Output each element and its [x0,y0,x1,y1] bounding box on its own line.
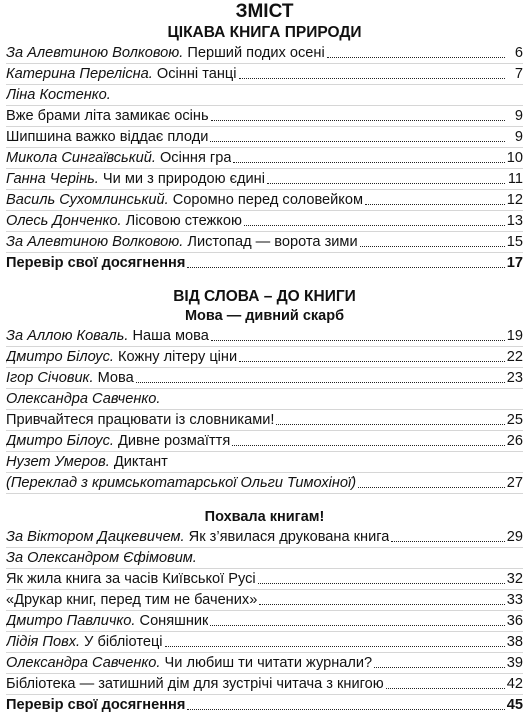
entry-author: Дмитро Білоус. [6,349,114,365]
entry-text [6,148,231,168]
entry-text [6,632,163,652]
section-subheading: Похвала книгам! [204,509,325,525]
page-number: 17 [506,255,523,271]
leader-dots [210,140,505,142]
entry-title: Бібліотека — затишний дім для зустрічі читача з книгою [6,676,384,692]
entry-author: Лідія Повх. [6,634,81,650]
leader-dots [211,119,505,121]
entry-text [6,548,197,568]
leader-dots [211,339,505,341]
toc-entry [6,569,523,590]
entry-title: Вже брами літа замикає осінь [6,108,209,124]
page-number: 15 [506,234,523,250]
toc-entry [6,674,523,695]
section-heading: ВІД СЛОВА – ДО КНИГИ [173,288,356,305]
leader-dots [187,266,504,268]
entry-text [6,127,208,147]
toc-entry [6,211,523,232]
entry-title: Осінні танці [152,66,237,82]
entry-text [6,527,389,547]
entry-author: Василь Сухомлинський. [6,192,169,208]
entry-author: За Алевтиною Волковою. [6,234,184,250]
toc-entry [6,326,523,347]
toc-entry [6,253,523,273]
page-number: 9 [514,129,523,145]
toc-entry [6,169,523,190]
section-nature [0,23,529,273]
entry-title: Привчайтеся працювати із словниками! [6,412,275,428]
page-number: 39 [506,655,523,671]
entry-text [6,85,111,105]
entry-title: Перший подих осені [183,45,325,61]
entry-author: Нузет Умеров. [6,454,110,470]
leader-dots [136,381,505,383]
entry-text [6,232,358,252]
page-number: 9 [514,108,523,124]
entry-text [6,169,265,189]
section-heading: ЦІКАВА КНИГА ПРИРОДИ [167,24,362,41]
leader-dots [187,708,504,710]
entry-text [6,347,237,367]
toc-entry [6,452,523,473]
entry-title: Соромно перед соловейком [168,192,364,208]
page-number: 33 [506,592,523,608]
leader-dots [232,444,505,446]
leader-dots [258,582,505,584]
page-number: 11 [507,171,523,187]
entry-title: Чи любиш ти читати журнали? [160,655,373,671]
entry-author: Ганна Черінь. [6,171,99,187]
leader-dots [374,666,505,668]
entry-author: За Аллою Коваль. [6,328,129,344]
entry-title: У бібліотеці [80,634,163,650]
entry-author: Олександра Савченко. [6,655,161,671]
entry-text [6,64,237,84]
toc-entry [6,590,523,611]
toc-entry [6,653,523,674]
page-number: 29 [506,529,523,545]
page-number: 38 [506,634,523,650]
entry-title: Наша мова [128,328,209,344]
entry-text [6,431,230,451]
toc-entry [6,106,523,127]
entry-text [6,590,257,610]
toc-entry [6,410,523,431]
page-number: 25 [506,412,523,428]
entry-title: Мова [93,370,134,386]
entry-text [6,368,134,388]
entry-title: Осіння гра [155,150,232,166]
toc-entry [6,64,523,85]
leader-dots [239,77,505,79]
entry-title: Лісовою стежкою [121,213,242,229]
entry-text [6,611,208,631]
leader-dots [244,224,505,226]
toc-entry [6,431,523,452]
leader-dots [365,203,505,205]
entry-list [0,43,529,273]
leader-dots [276,423,504,425]
entry-author: Микола Сингаївський. [6,150,156,166]
leader-dots [327,56,505,58]
entry-author: Катерина Перелісна. [6,66,153,82]
entry-text [6,106,209,126]
leader-dots [165,645,505,647]
entry-text [6,253,185,273]
entry-text [6,211,242,231]
page-number: 12 [506,192,523,208]
entry-author: Дмитро Павличко. [6,613,136,629]
entry-title: Соняшник [135,613,209,629]
entry-text [6,43,325,63]
section-word-to-book [0,287,529,494]
entry-title: Кожну літеру ціни [113,349,238,365]
entry-author: Дмитро Білоус. [6,433,114,449]
toc-entry [6,389,523,410]
toc-entry [6,148,523,169]
entry-text [6,674,384,694]
entry-text [6,410,274,430]
entry-list [0,527,529,715]
page-number: 26 [506,433,523,449]
entry-list [0,326,529,494]
toc-entry [6,548,523,569]
toc-entry [6,632,523,653]
leader-dots [233,161,504,163]
leader-dots [259,603,504,605]
entry-text [6,569,256,589]
entry-title: Листопад — ворота зими [183,234,358,250]
entry-author: Ліна Костенко. [6,87,111,103]
leader-dots [267,182,505,184]
page-number: 32 [506,571,523,587]
leader-dots [386,687,505,689]
entry-text [6,389,160,409]
page-number: 27 [506,475,523,491]
entry-title: «Друкар книг, перед тим не бачених» [6,592,258,608]
toc-entry [6,190,523,211]
page-number: 10 [506,150,523,166]
leader-dots [239,360,505,362]
toc-entry [6,611,523,632]
entry-title: Як жила книга за часів Київської Русі [6,571,256,587]
page-number: 36 [506,613,523,629]
toc-entry [6,368,523,389]
page-number: 6 [514,45,523,61]
page-number: 19 [506,328,523,344]
entry-text [6,326,209,346]
entry-title: Диктант [109,454,168,470]
leader-dots [358,486,505,488]
entry-author: Ігор Січовик. [6,370,94,386]
page-number: 45 [506,697,523,713]
leader-dots [210,624,504,626]
entry-title: Перевір свої досягнення [6,255,186,271]
page-title: ЗМІСТ [235,1,294,22]
entry-author: За Віктором Дацкевичем. [6,529,185,545]
page-number: 42 [506,676,523,692]
entry-text [6,473,356,493]
toc-entry [6,695,523,715]
section-praise-books [0,508,529,715]
entry-author: За Олександром Єфімовим. [6,550,197,566]
entry-text [6,190,363,210]
entry-author: Олесь Донченко. [6,213,122,229]
page-number: 22 [506,349,523,365]
toc-entry [6,127,523,148]
entry-title: Чи ми з природою єдині [98,171,265,187]
entry-author: За Алевтиною Волковою. [6,45,184,61]
entry-title: (Переклад з кримськотатарської Ольги Тимохіної) [6,475,357,491]
toc-entry [6,347,523,368]
section-subheading: Мова — дивний скарб [184,308,345,324]
toc-entry [6,473,523,494]
page-number: 23 [506,370,523,386]
entry-title: Шипшина важко віддає плоди [6,129,209,145]
page-number: 13 [506,213,523,229]
toc-entry [6,43,523,64]
page-number: 7 [514,66,523,82]
leader-dots [391,540,504,542]
entry-title: Перевір свої досягнення [6,697,186,713]
entry-text [6,653,372,673]
entry-text [6,695,185,715]
leader-dots [360,245,505,247]
entry-title: Дивне розмаїття [113,433,231,449]
toc-entry [6,232,523,253]
toc-entry [6,85,523,106]
entry-text [6,452,168,472]
entry-author: Олександра Савченко. [6,391,161,407]
entry-title: Як з’явилася друкована книга [184,529,390,545]
toc-entry [6,527,523,548]
